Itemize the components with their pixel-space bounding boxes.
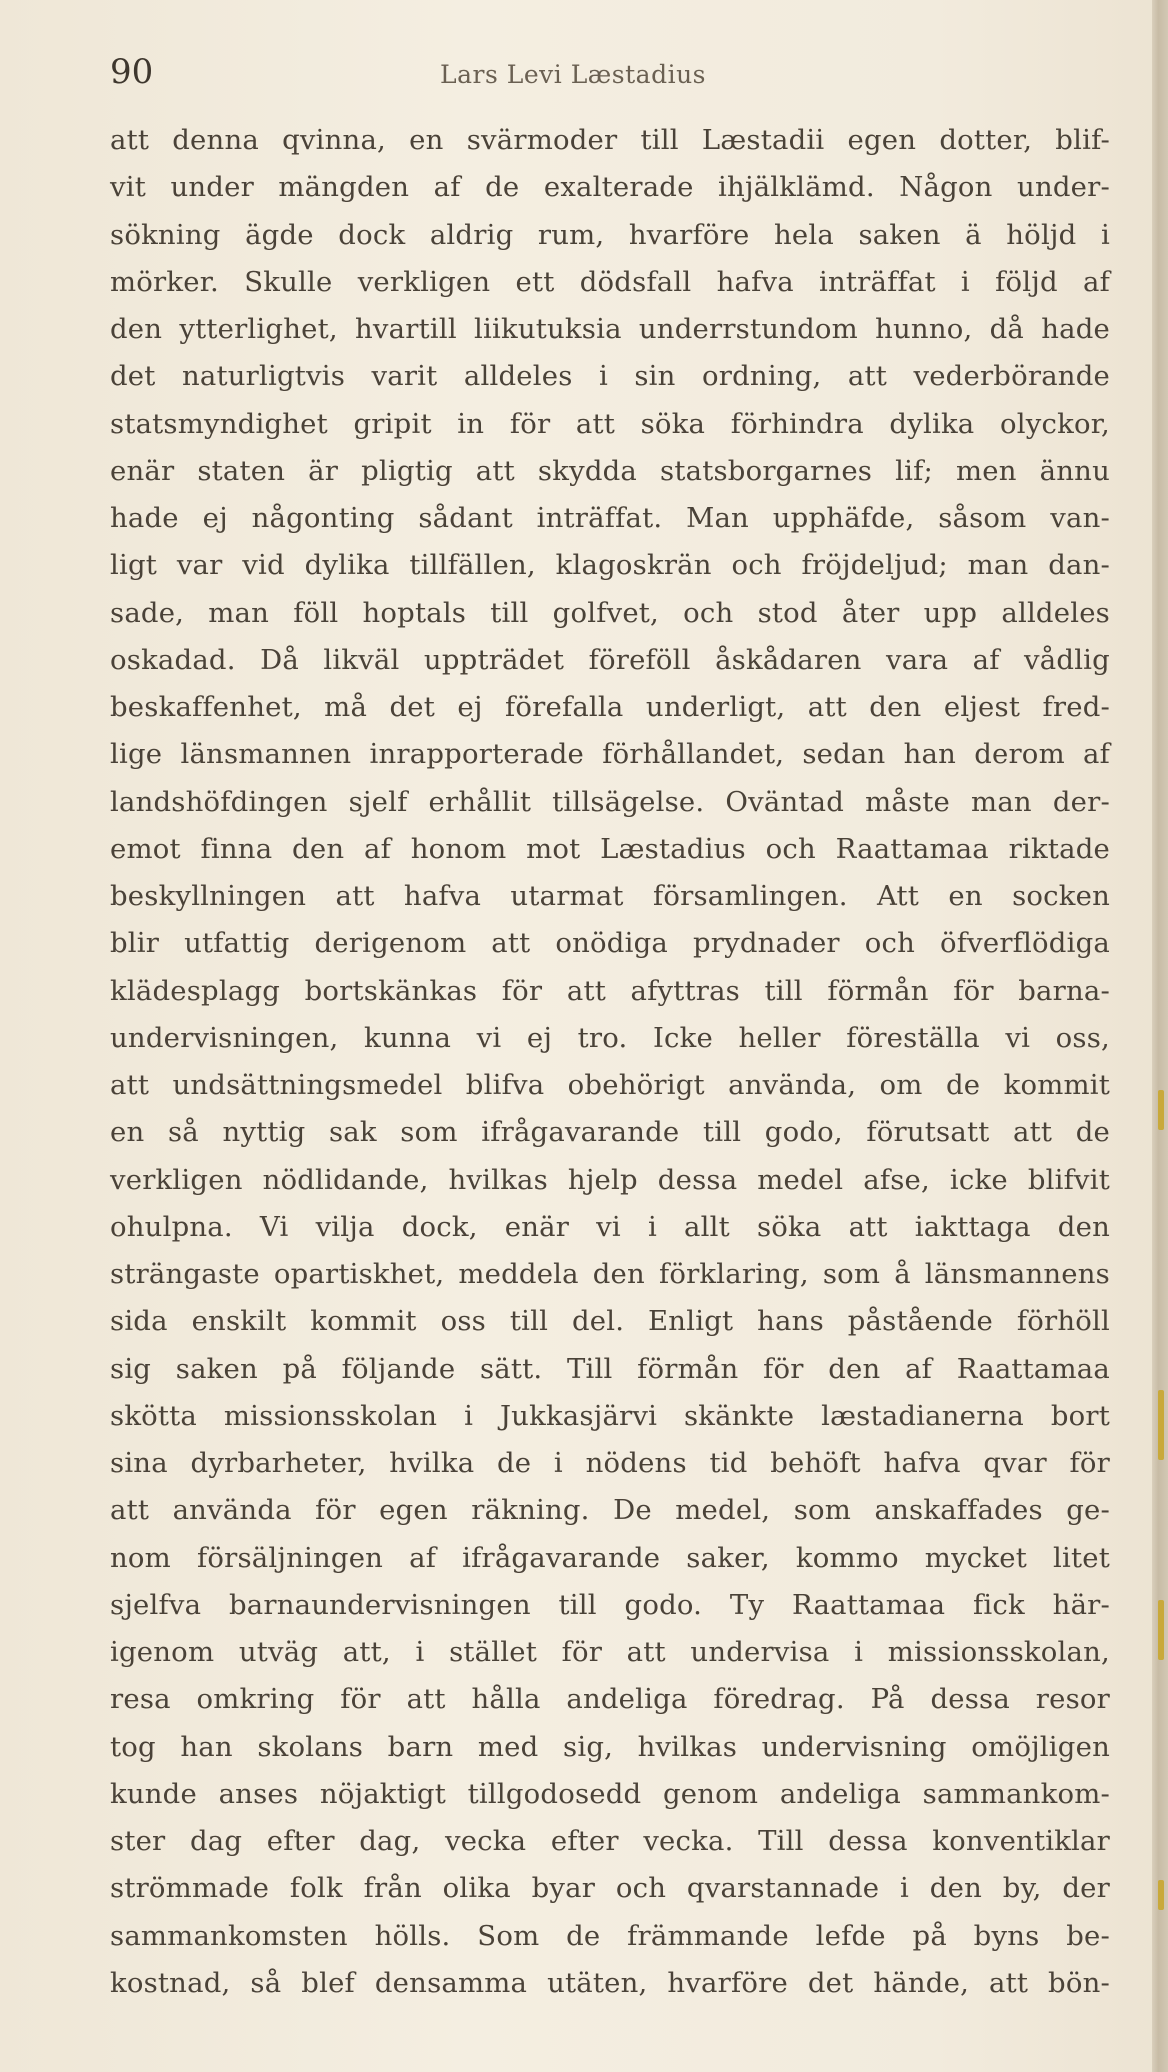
edge-mark <box>1158 1600 1164 1660</box>
text-line: blir utfattig derigenom att onödiga prydnader och öfverflödiga <box>110 927 1110 960</box>
text-line: ohulpna. Vi vilja dock, enär vi i allt söka att iakttaga den <box>110 1210 1110 1243</box>
text-line: verkligen nödlidande, hvilkas hjelp dessa medel afse, icke blifvit <box>110 1163 1110 1196</box>
text-line: ligt var vid dylika tillfällen, klagoskrän och fröjdeljud; man dan- <box>110 549 1110 582</box>
edge-mark <box>1158 1390 1164 1460</box>
text-line: resa omkring för att hålla andeliga föredrag. På dessa resor <box>110 1683 1110 1716</box>
text-line: den ytterlighet, hvartill liikutuksia underrstundom hunno, då hade <box>110 313 1110 345</box>
text-line: sida enskilt kommit oss till del. Enligt hans påstående förhöll <box>110 1305 1110 1338</box>
text-line: emot finna den af honom mot Læstadius och Raattamaa riktade <box>110 832 1110 865</box>
text-line: att denna qvinna, en svärmoder till Læstadii egen dotter, blif- <box>110 124 1110 156</box>
text-line: hade ej någonting sådant inträffat. Man upphäfde, såsom van- <box>110 502 1110 534</box>
text-line: sig saken på följande sätt. Till förmån för den af Raattamaa <box>110 1352 1110 1385</box>
edge-mark <box>1158 1090 1164 1130</box>
text-line: att använda för egen räkning. De medel, som anskaffades ge- <box>110 1494 1110 1527</box>
text-line: sade, man föll hoptals till golfvet, och stod åter upp alldeles <box>110 596 1110 629</box>
edge-mark <box>1158 1880 1164 1910</box>
text-line: beskyllningen att hafva utarmat församlingen. Att en socken <box>110 880 1110 912</box>
text-line: sökning ägde dock aldrig rum, hvarföre hela saken ä höljd i <box>110 218 1110 251</box>
text-line: vit under mängden af de exalterade ihjälklämd. Någon under- <box>110 171 1110 204</box>
page-number: 90 <box>110 52 154 92</box>
text-line: undervisningen, kunna vi ej tro. Icke heller föreställa vi oss, <box>110 1021 1110 1054</box>
page-edge <box>1152 0 1168 2072</box>
running-head: Lars Levi Læstadius <box>440 60 707 89</box>
text-line: mörker. Skulle verkligen ett dödsfall hafva inträffat i följd af <box>110 265 1110 298</box>
text-line: tog han skolans barn med sig, hvilkas undervisning omöjligen <box>110 1730 1110 1763</box>
text-line: kostnad, så blef densamma utäten, hvarföre det hände, att bön- <box>110 1966 1110 1999</box>
text-line: en så nyttig sak som ifrågavarande till godo, förutsatt att de <box>110 1116 1110 1149</box>
text-line: skötta missionsskolan i Jukkasjärvi skänkte læstadianerna bort <box>110 1399 1110 1432</box>
text-line: oskadad. Då likväl uppträdet föreföll åskådaren vara af vådlig <box>110 643 1110 676</box>
text-line: sina dyrbarheter, hvilka de i nödens tid behöft hafva qvar för <box>110 1447 1110 1479</box>
text-line: sammankomsten hölls. Som de främmande lefde på byns be- <box>110 1919 1110 1952</box>
text-line: strömmade folk från olika byar och qvarstannade i den by, der <box>110 1872 1110 1905</box>
text-line: igenom utväg att, i stället för att undervisa i missionsskolan, <box>110 1636 1110 1668</box>
body-text <box>110 117 1110 2007</box>
text-line: lige länsmannen inrapporterade förhållandet, sedan han derom af <box>110 738 1110 771</box>
text-line: klädesplagg bortskänkas för att afyttras till förmån för barna- <box>110 974 1110 1007</box>
text-line: kunde anses nöjaktigt tillgodosedd genom andeliga sammankom- <box>110 1777 1110 1810</box>
text-line: enär staten är pligtig att skydda statsborgarnes lif; men ännu <box>110 454 1110 487</box>
text-line: att undsättningsmedel blifva obehörigt använda, om de kommit <box>110 1069 1110 1101</box>
page-header <box>110 52 1110 92</box>
text-line: nom försäljningen af ifrågavarande saker, kommo mycket litet <box>110 1541 1110 1574</box>
text-line: det naturligtvis varit alldeles i sin ordning, att vederbörande <box>110 360 1110 393</box>
text-line: landshöfdingen sjelf erhållit tillsägelse. Oväntad måste man der- <box>110 785 1110 818</box>
text-line: ster dag efter dag, vecka efter vecka. Till dessa konventiklar <box>110 1825 1110 1857</box>
text-line: beskaffenhet, må det ej förefalla underligt, att den eljest fred- <box>110 691 1110 723</box>
text-line: strängaste opartiskhet, meddela den förklaring, som å länsmannens <box>110 1258 1110 1290</box>
text-line: statsmyndighet gripit in för att söka förhindra dylika olyckor, <box>110 407 1110 440</box>
text-line: sjelfva barnaundervisningen till godo. Ty Raattamaa fick här- <box>110 1588 1110 1621</box>
